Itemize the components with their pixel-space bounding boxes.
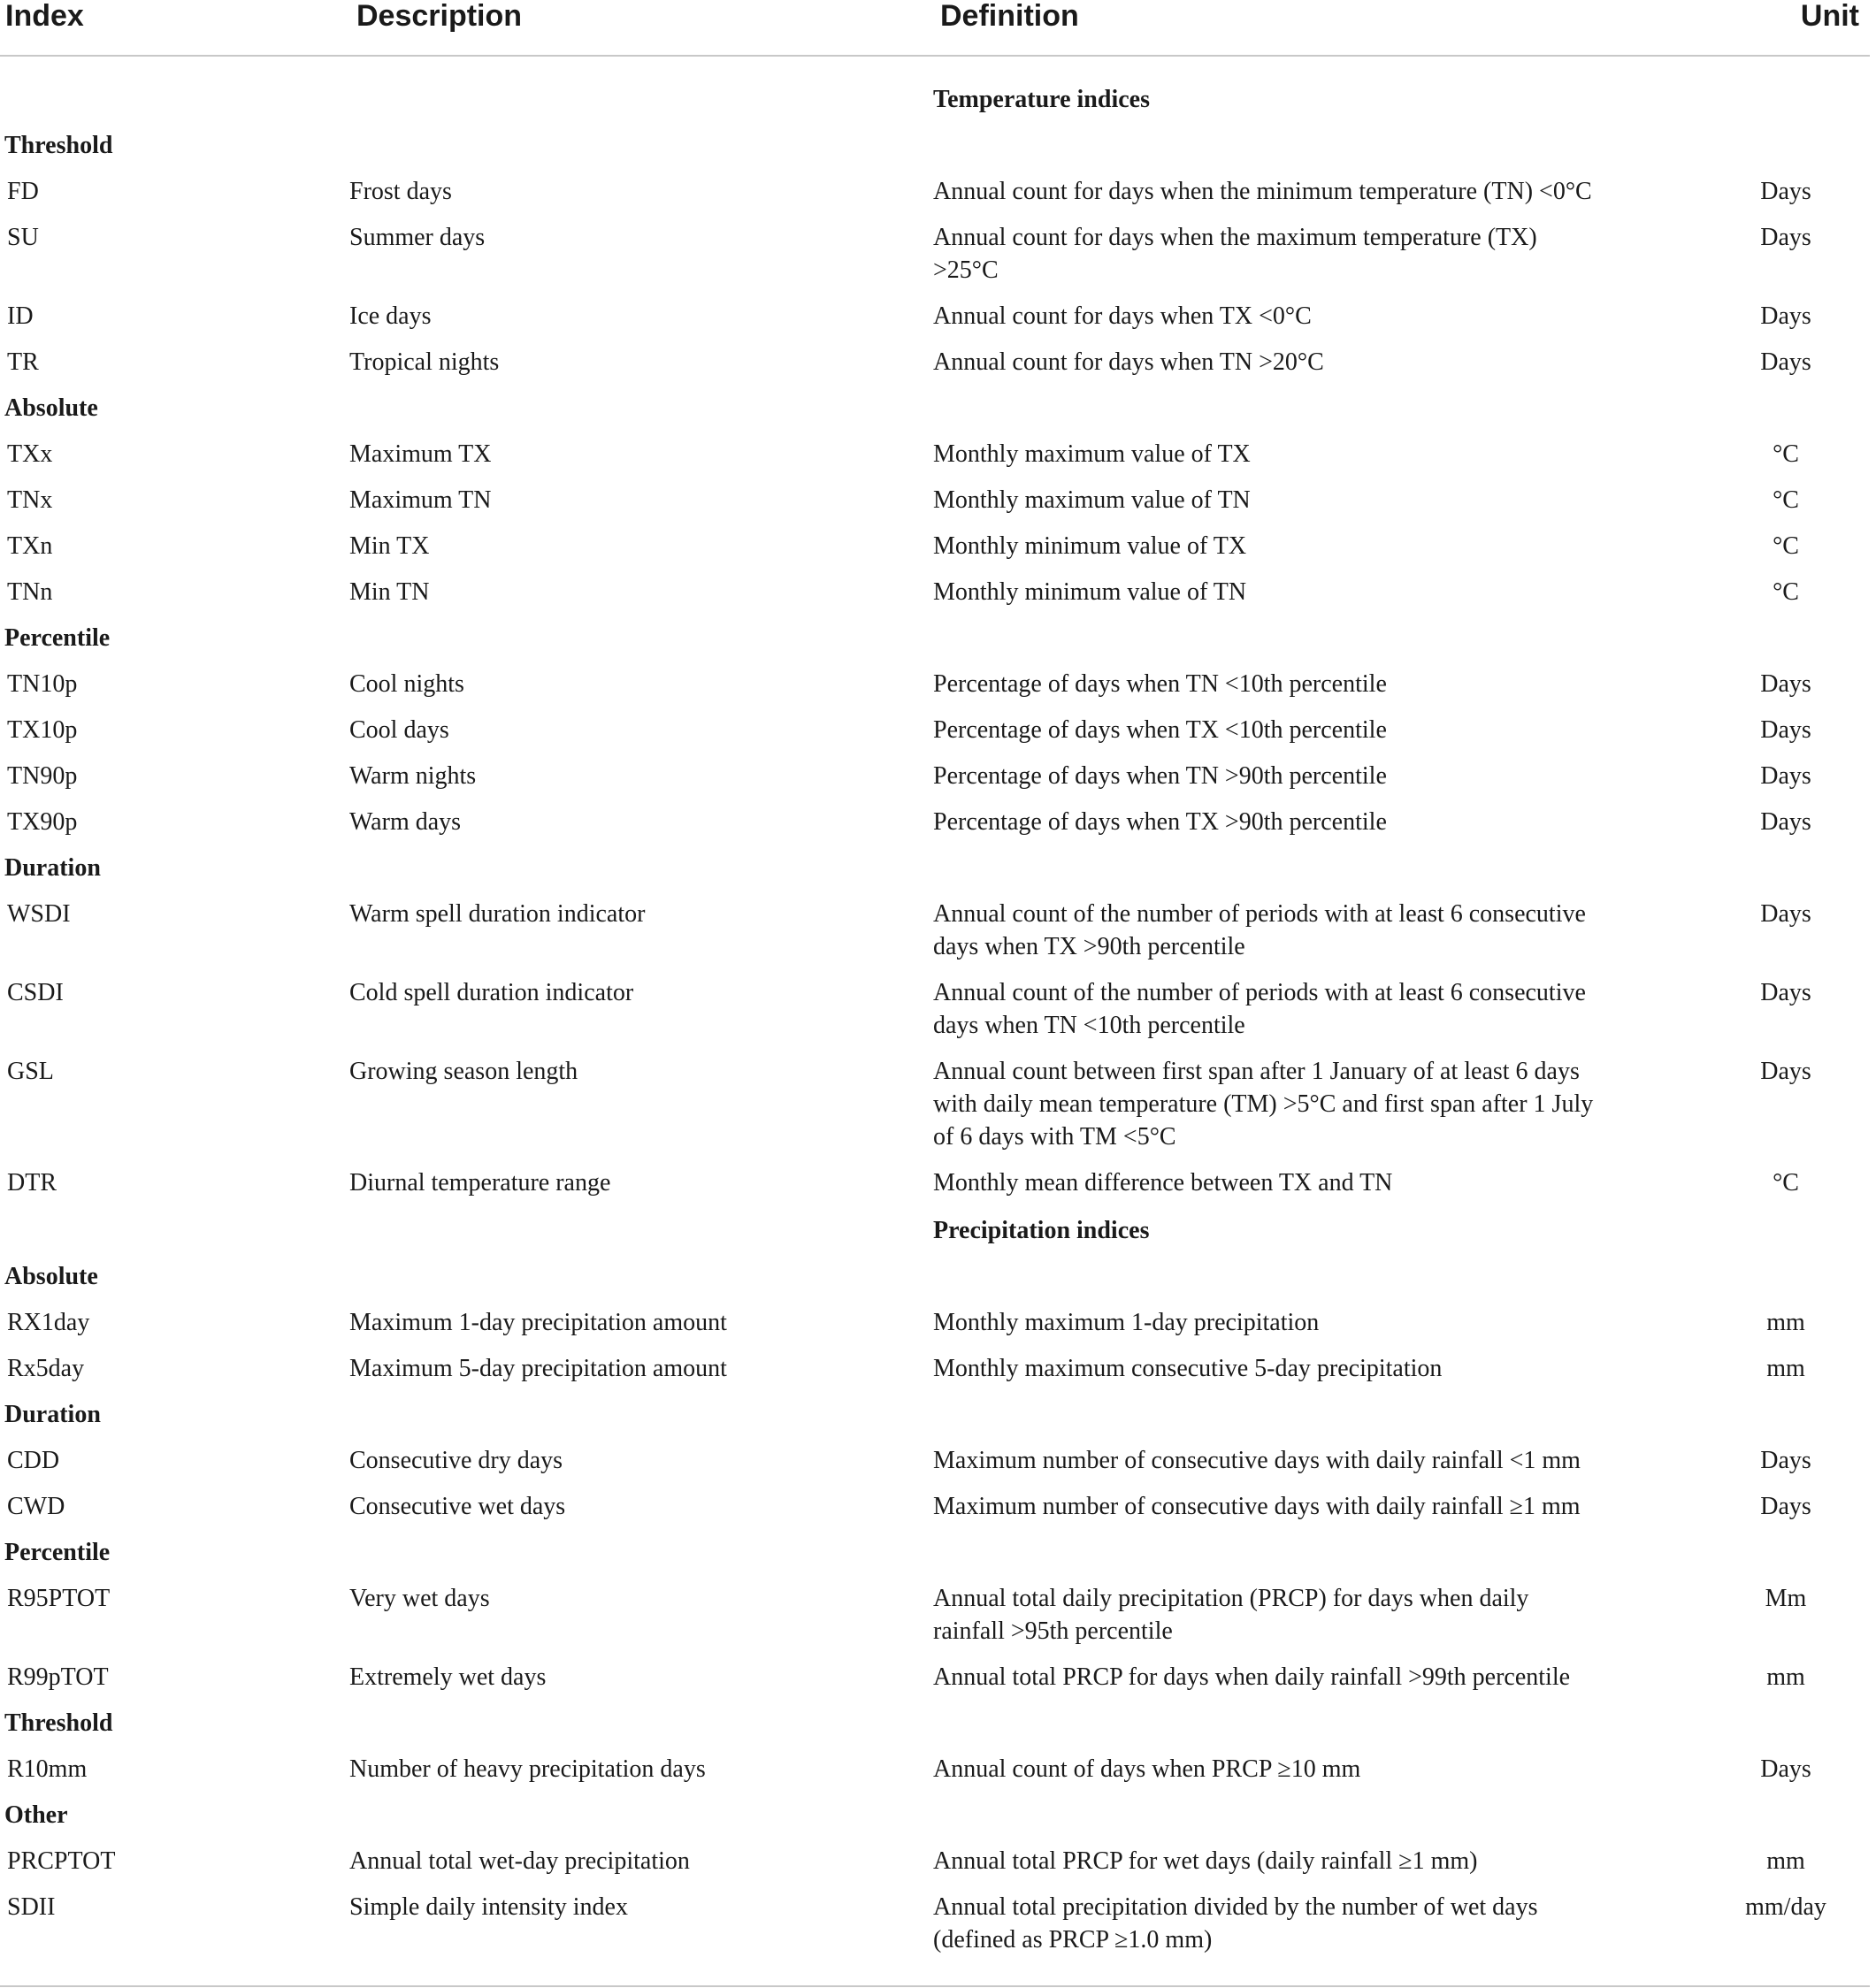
table-row: [0, 898, 1870, 976]
cell-description: Simple daily intensity index: [349, 1893, 628, 1921]
table-row: [0, 1055, 1870, 1166]
cell-unit: Days: [1760, 348, 1811, 376]
table-row: [0, 576, 1870, 622]
table-row: [0, 760, 1870, 806]
table-row: [0, 1891, 1870, 1969]
group-header-row: [0, 129, 1870, 175]
cell-description: Frost days: [349, 178, 452, 205]
cell-unit: mm: [1766, 1309, 1805, 1336]
cell-definition: Maximum number of consecutive days with daily rainfall <1 mm: [933, 1447, 1581, 1474]
cell-definition: Annual total PRCP for days when daily rainfall >99th percentile: [933, 1663, 1571, 1691]
cell-index: DTR: [7, 1169, 57, 1197]
cell-description: Annual total wet-day precipitation: [349, 1847, 690, 1875]
table-row: [0, 668, 1870, 714]
group-header-row: [0, 1707, 1870, 1753]
cell-index: R99pTOT: [7, 1663, 109, 1691]
cell-index: RX1day: [7, 1309, 90, 1336]
group-title: Percentile: [4, 1539, 111, 1566]
cell-unit: Days: [1760, 762, 1811, 790]
table-row: [0, 1845, 1870, 1891]
cell-index: R10mm: [7, 1755, 88, 1783]
group-title: Absolute: [4, 1263, 98, 1290]
cell-index: SU: [7, 224, 39, 251]
cell-unit: Days: [1760, 670, 1811, 698]
table-row: [0, 1753, 1870, 1799]
cell-description: Cool days: [349, 716, 449, 744]
cell-description: Warm nights: [349, 762, 477, 790]
table-row: [0, 1306, 1870, 1352]
group-title: Duration: [4, 854, 101, 882]
cell-unit: Days: [1760, 1058, 1811, 1085]
header-index: Index: [0, 0, 349, 56]
cell-description: Ice days: [349, 302, 432, 330]
table-row: [0, 1490, 1870, 1536]
group-header-row: [0, 392, 1870, 438]
cell-description: Maximum TX: [349, 440, 492, 468]
table-row: [0, 438, 1870, 484]
cell-description: Maximum TN: [349, 486, 492, 514]
cell-definition: Annual count for days when the minimum temperature (TN) <0°C: [933, 178, 1592, 205]
cell-index: GSL: [7, 1058, 54, 1085]
cell-unit: Days: [1760, 302, 1811, 330]
cell-unit: mm: [1766, 1355, 1805, 1382]
cell-description: Very wet days: [349, 1585, 490, 1612]
table-row: [0, 1352, 1870, 1398]
table-header: [0, 0, 1870, 56]
table-row: [0, 346, 1870, 392]
group-header-row: [0, 1398, 1870, 1444]
group-header-row: [0, 1260, 1870, 1306]
cell-index: TXx: [7, 440, 53, 468]
cell-unit: Days: [1760, 1493, 1811, 1520]
cell-definition: Monthly maximum value of TN: [933, 486, 1251, 514]
header-row: [0, 0, 1870, 56]
cell-description: Warm spell duration indicator: [349, 900, 646, 928]
cell-definition: Annual count for days when TN >20°C: [933, 348, 1324, 376]
cell-definition: Percentage of days when TX >90th percentile: [933, 808, 1387, 836]
cell-definition: Percentage of days when TX <10th percentile: [933, 716, 1387, 744]
cell-unit: Days: [1760, 979, 1811, 1006]
cell-unit: °C: [1773, 532, 1799, 560]
cell-index: CDD: [7, 1447, 60, 1474]
table-row: [0, 530, 1870, 576]
group-title: Threshold: [4, 132, 113, 159]
header-description: Description: [349, 0, 933, 56]
table-row: [0, 175, 1870, 221]
cell-index: TNn: [7, 578, 53, 606]
table-row: [0, 221, 1870, 300]
cell-description: Growing season length: [349, 1058, 578, 1085]
group-title: Duration: [4, 1401, 101, 1428]
group-title: Percentile: [4, 624, 111, 652]
cell-definition: Percentage of days when TN >90th percentile: [933, 762, 1387, 790]
cell-unit: °C: [1773, 578, 1799, 606]
cell-description: Cool nights: [349, 670, 464, 698]
cell-description: Min TN: [349, 578, 430, 606]
cell-index: TN10p: [7, 670, 78, 698]
header-definition: Definition: [933, 0, 1649, 56]
cell-definition: Monthly maximum value of TX: [933, 440, 1251, 468]
cell-unit: mm/day: [1745, 1893, 1826, 1921]
cell-index: WSDI: [7, 900, 71, 928]
cell-unit: Days: [1760, 1755, 1811, 1783]
cell-unit: Days: [1760, 178, 1811, 205]
table-row: [0, 1444, 1870, 1490]
group-title: Other: [4, 1801, 68, 1829]
cell-index: TX10p: [7, 716, 78, 744]
cell-index: FD: [7, 178, 39, 205]
cell-definition: Monthly mean difference between TX and TN: [933, 1169, 1393, 1197]
cell-definition: Annual count of days when PRCP ≥10 mm: [933, 1755, 1361, 1783]
cell-description: Summer days: [349, 224, 486, 251]
cell-definition: Annual count for days when TX <0°C: [933, 302, 1312, 330]
cell-index: R95PTOT: [7, 1585, 111, 1612]
cell-unit: °C: [1773, 1169, 1799, 1197]
cell-definition: Annual count between first span after 1 January of at least 6 days with daily mean temperature (TM) >5°C and first span after 1 July of 6 days with TM <5°C: [933, 1058, 1594, 1151]
cell-unit: Days: [1760, 716, 1811, 744]
cell-index: TR: [7, 348, 39, 376]
group-header-row: [0, 622, 1870, 668]
table-row: [0, 484, 1870, 530]
cell-index: SDII: [7, 1893, 56, 1921]
cell-definition: Annual count of the number of periods with at least 6 consecutive days when TN <10th percentile: [933, 979, 1586, 1039]
cell-index: CWD: [7, 1493, 65, 1520]
cell-unit: °C: [1773, 440, 1799, 468]
group-header-row: [0, 852, 1870, 898]
cell-description: Consecutive dry days: [349, 1447, 563, 1474]
cell-index: TX90p: [7, 808, 78, 836]
cell-description: Number of heavy precipitation days: [349, 1755, 706, 1783]
cell-index: CSDI: [7, 979, 64, 1006]
cell-description: Consecutive wet days: [349, 1493, 566, 1520]
table-row: [0, 976, 1870, 1055]
cell-description: Diurnal temperature range: [349, 1169, 611, 1197]
table-row: [0, 1661, 1870, 1707]
header-unit: Unit: [1649, 0, 1870, 56]
cell-definition: Annual count for days when the maximum temperature (TX) >25°C: [933, 224, 1537, 284]
cell-description: Warm days: [349, 808, 462, 836]
cell-description: Tropical nights: [349, 348, 500, 376]
cell-index: TNx: [7, 486, 53, 514]
section-header-row: [0, 1212, 1870, 1260]
cell-definition: Annual total precipitation divided by the number of wet days (defined as PRCP ≥1.0 mm): [933, 1893, 1538, 1954]
cell-index: PRCPTOT: [7, 1847, 116, 1875]
cell-definition: Annual total PRCP for wet days (daily rainfall ≥1 mm): [933, 1847, 1478, 1875]
cell-unit: Days: [1760, 808, 1811, 836]
group-title: Threshold: [4, 1709, 113, 1737]
cell-unit: Mm: [1765, 1585, 1807, 1612]
cell-definition: Monthly minimum value of TX: [933, 532, 1247, 560]
cell-definition: Maximum number of consecutive days with daily rainfall ≥1 mm: [933, 1493, 1581, 1520]
cell-index: TN90p: [7, 762, 78, 790]
cell-description: Maximum 5-day precipitation amount: [349, 1355, 727, 1382]
group-title: Absolute: [4, 394, 98, 422]
cell-definition: Monthly maximum consecutive 5-day precipitation: [933, 1355, 1443, 1382]
cell-unit: Days: [1760, 224, 1811, 251]
cell-unit: °C: [1773, 486, 1799, 514]
cell-index: ID: [7, 302, 34, 330]
cell-description: Min TX: [349, 532, 430, 560]
table-bottom-rule: [0, 1969, 1870, 1986]
section-header-row: [0, 81, 1870, 129]
group-header-row: [0, 1799, 1870, 1845]
header-spacer: [0, 56, 1870, 81]
cell-unit: Days: [1760, 1447, 1811, 1474]
cell-description: Maximum 1-day precipitation amount: [349, 1309, 727, 1336]
cell-definition: Monthly minimum value of TN: [933, 578, 1247, 606]
table-row: [0, 1582, 1870, 1661]
cell-unit: mm: [1766, 1847, 1805, 1875]
cell-unit: Days: [1760, 900, 1811, 928]
cell-index: TXn: [7, 532, 53, 560]
cell-definition: Monthly maximum 1-day precipitation: [933, 1309, 1320, 1336]
table-body: [0, 56, 1870, 1986]
cell-unit: mm: [1766, 1663, 1805, 1691]
cell-description: Extremely wet days: [349, 1663, 547, 1691]
section-title: Temperature indices: [933, 86, 1150, 113]
table-row: [0, 806, 1870, 852]
table-row: [0, 1166, 1870, 1212]
group-header-row: [0, 1536, 1870, 1582]
cell-definition: Percentage of days when TN <10th percentile: [933, 670, 1387, 698]
cell-index: Rx5day: [7, 1355, 85, 1382]
cell-definition: Annual total daily precipitation (PRCP) for days when daily rainfall >95th percentile: [933, 1585, 1529, 1645]
cell-definition: Annual count of the number of periods with at least 6 consecutive days when TX >90th percentile: [933, 900, 1586, 960]
table-row: [0, 300, 1870, 346]
section-title: Precipitation indices: [933, 1217, 1150, 1244]
cell-description: Cold spell duration indicator: [349, 979, 634, 1006]
table-row: [0, 714, 1870, 760]
